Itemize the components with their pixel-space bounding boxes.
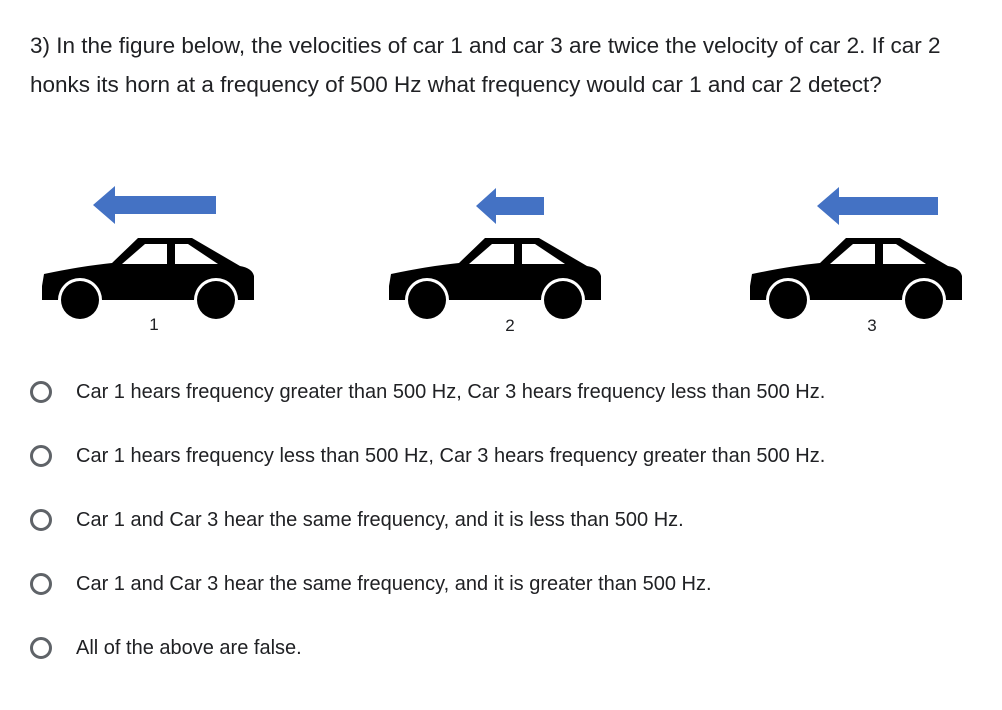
car-2-label: 2: [505, 316, 515, 335]
cars-illustration: [0, 170, 1002, 350]
option-label: Car 1 and Car 3 hear the same frequency, and it is less than 500 Hz.: [76, 508, 684, 531]
car-2: [389, 188, 601, 335]
option-4[interactable]: [30, 552, 980, 616]
option-3[interactable]: [30, 488, 980, 552]
cars-figure: [0, 170, 1002, 350]
car-3-label: 3: [867, 316, 877, 335]
left-arrow-short-icon: [476, 188, 544, 224]
radio-button-icon[interactable]: [30, 637, 52, 659]
option-2[interactable]: [30, 424, 980, 488]
option-label: All of the above are false.: [76, 636, 302, 659]
car-1: [42, 186, 254, 334]
option-label: Car 1 hears frequency less than 500 Hz, Car 3 hears frequency greater than 500 Hz.: [76, 444, 826, 467]
left-arrow-long-icon: [817, 187, 938, 225]
car-1-label: 1: [149, 315, 159, 334]
radio-button-icon[interactable]: [30, 445, 52, 467]
radio-button-icon[interactable]: [30, 381, 52, 403]
option-label: Car 1 and Car 3 hear the same frequency, and it is greater than 500 Hz.: [76, 572, 712, 595]
option-1[interactable]: [30, 360, 980, 424]
left-arrow-long-icon: [93, 186, 216, 224]
question-text: 3) In the figure below, the velocities of car 1 and car 3 are twice the velocity of car 2. If car 2 honks its horn at a frequency of 500 Hz what frequency would car 1 and car 2 detect?: [30, 33, 941, 97]
option-label: Car 1 hears frequency greater than 500 Hz, Car 3 hears frequency less than 500 Hz.: [76, 380, 826, 403]
radio-button-icon[interactable]: [30, 509, 52, 531]
answer-options: [30, 360, 980, 680]
car-3: [750, 187, 962, 335]
radio-button-icon[interactable]: [30, 573, 52, 595]
option-5[interactable]: [30, 616, 980, 680]
